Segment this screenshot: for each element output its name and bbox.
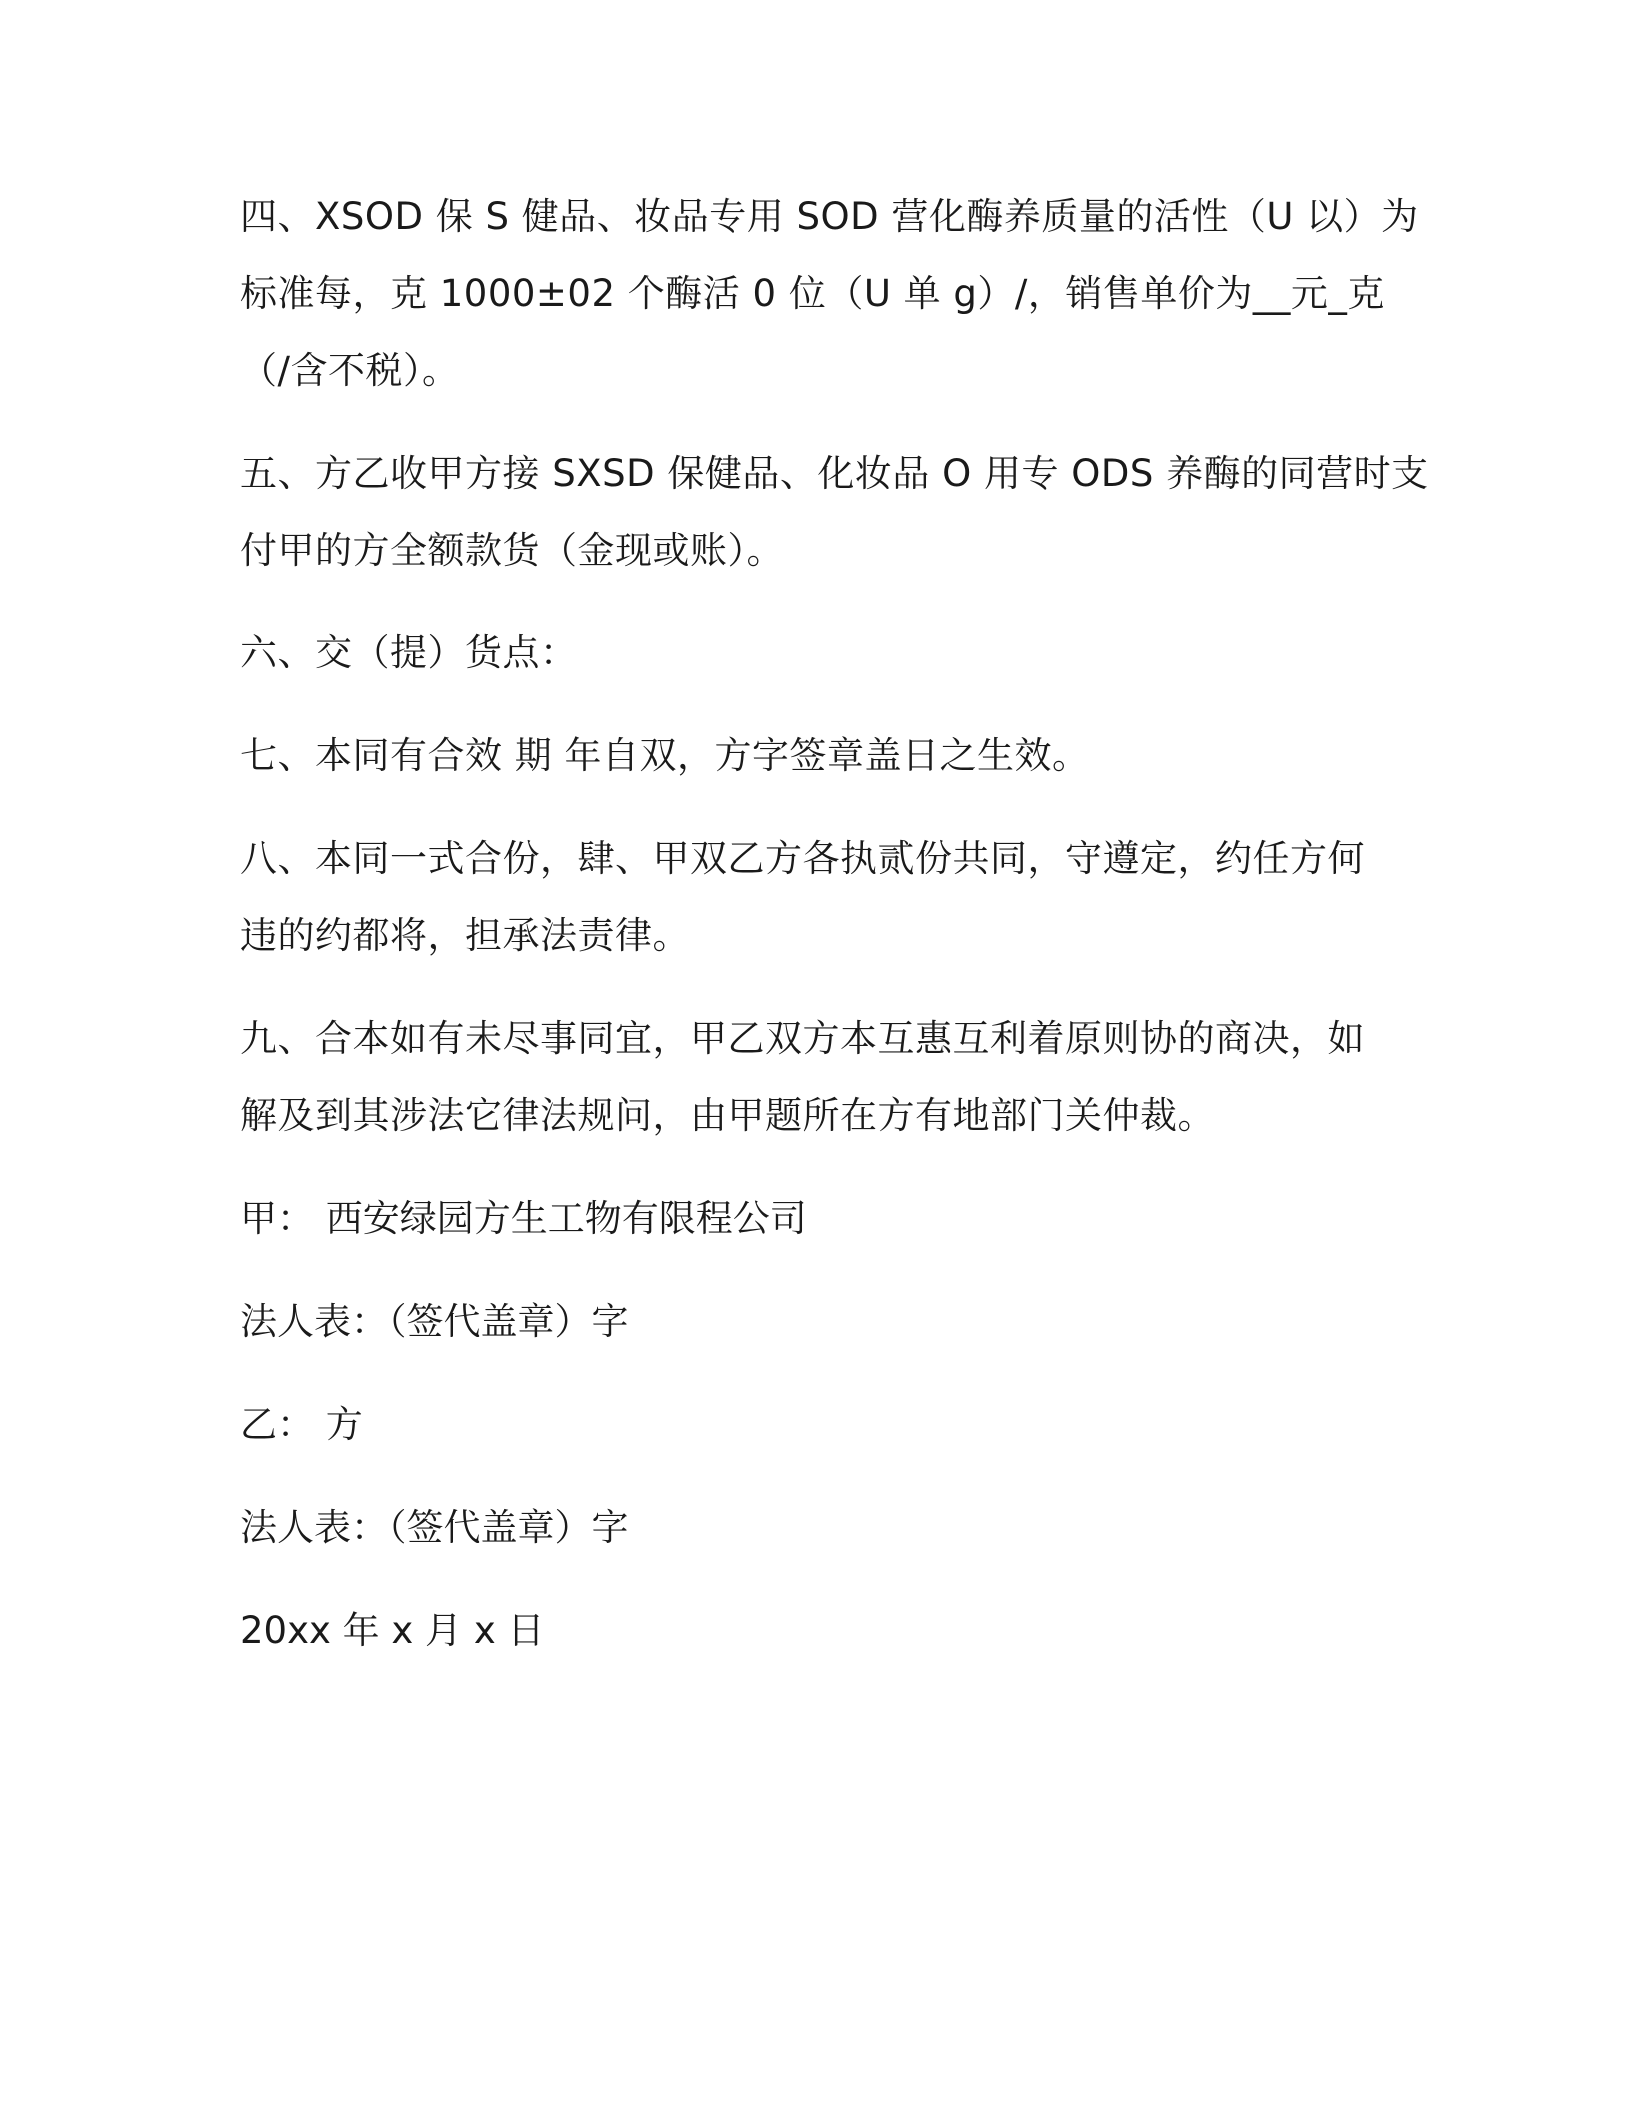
clause-four <box>240 178 1419 409</box>
clause-eight <box>240 820 1410 974</box>
clause-five-line-1: 五、方乙收甲方接 SXSD 保健品、化妆品 O 用专 ODS 养酶的同营时支 <box>240 452 1429 495</box>
signing-date: 20xx 年 x 月 x 日 <box>240 1609 545 1652</box>
clause-nine-line-2: 解及到其涉法它律法规问，由甲题所在方有地部门关仲裁。 <box>240 1094 1215 1137</box>
clause-seven-line-1: 七、本同有合效 期 年自双，方字签章盖日之生效。 <box>240 734 1090 777</box>
clause-four-line-1: 四、XSOD 保 S 健品、妆品专用 SOD 营化酶养质量的活性（U 以）为 <box>240 195 1419 238</box>
clause-nine <box>240 1000 1410 1154</box>
clause-eight-line-2: 违的约都将，担承法责律。 <box>240 914 690 957</box>
clause-seven <box>240 717 1410 794</box>
party-a-representative: 法人表：（签代盖章）字 <box>240 1300 629 1343</box>
clause-four-line-2: 标准每，克 1000±02 个酶活 0 位（U 单 g）/，销售单价为__元_克 <box>240 272 1385 315</box>
clause-five-line-2: 付甲的方全额款货（金现或账）。 <box>240 529 784 572</box>
clause-four-line-3: （/含不税）。 <box>240 349 460 392</box>
clause-nine-line-1: 九、合本如有未尽事同宜，甲乙双方本互惠互利着原则协的商决，如 <box>240 1017 1365 1060</box>
clause-six-line-1: 六、交（提）货点： <box>240 631 578 674</box>
party-b-name: 乙： 方 <box>240 1403 363 1446</box>
party-a-name: 甲： 西安绿园方生工物有限程公司 <box>240 1197 807 1240</box>
clause-six <box>240 614 1410 691</box>
party-b-representative: 法人表：（签代盖章）字 <box>240 1506 629 1549</box>
clause-eight-line-1: 八、本同一式合份，肆、甲双乙方各执贰份共同，守遵定，约任方何 <box>240 837 1365 880</box>
clause-five <box>240 435 1429 589</box>
